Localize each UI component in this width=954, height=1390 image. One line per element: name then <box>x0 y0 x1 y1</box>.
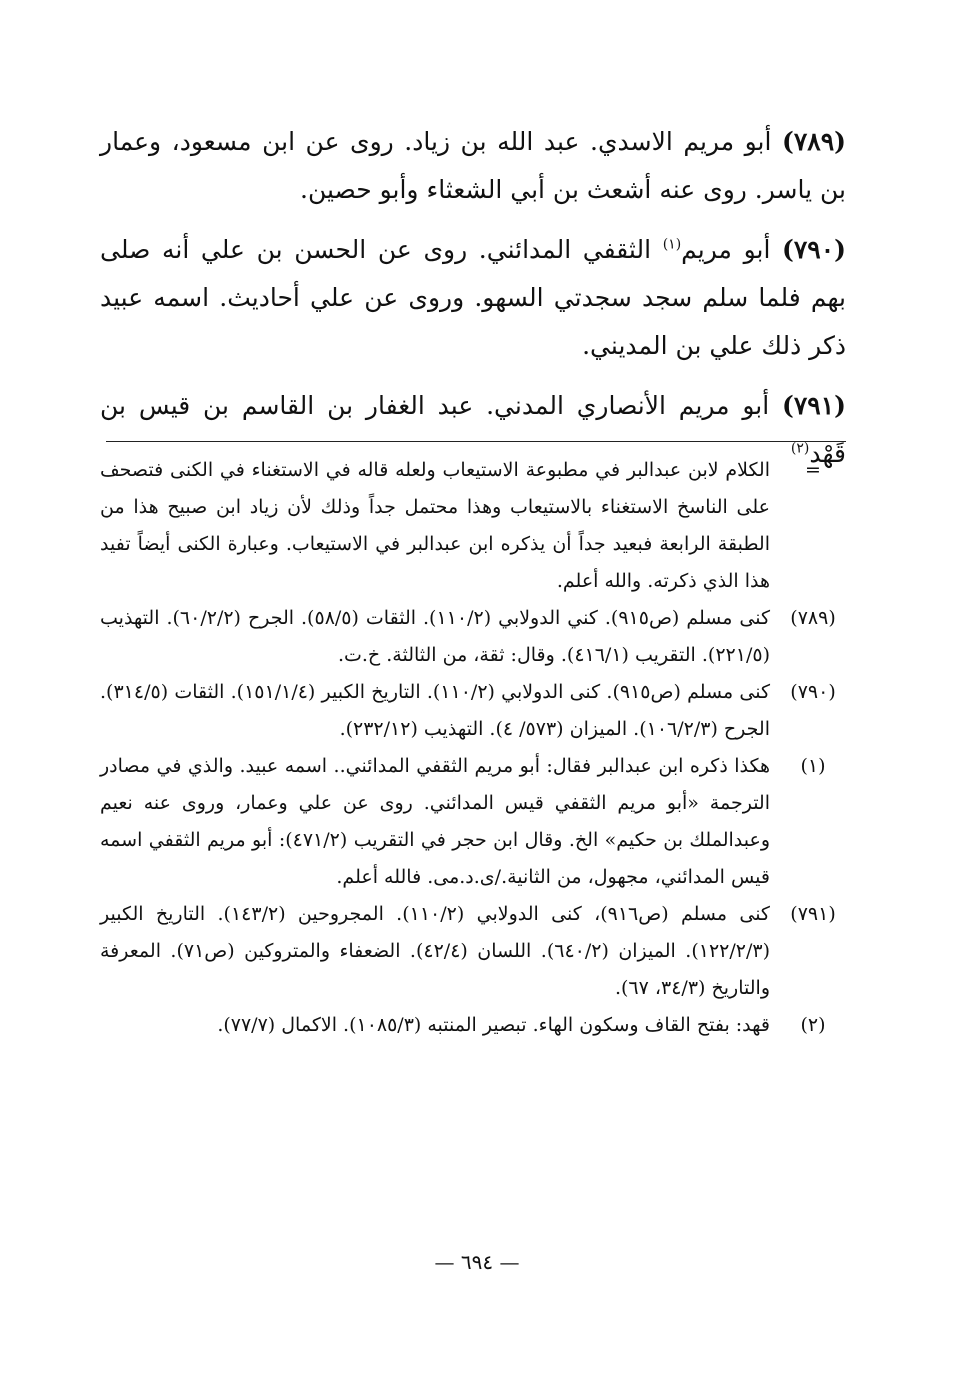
footnote-790 <box>100 674 846 748</box>
footnote-text: كنى مسلم (ص٩١٥). كني الدولابي (١١٠/٢). الثقات (٥٨/٥). الجرح (٦٠/٢/٢). التهذيب (٢٢١/٥). التقريب (٤١٦/١). وقال: ثقة، من الثالثة. خ.ت. <box>100 607 770 666</box>
footnote-text: الكلام لابن عبدالبر في مطبوعة الاستيعاب ولعله قاله في الاستغناء في الكنى فتصحف على الناسخ الاستغناء بالاستيعاب وهذا محتمل جداً وذلك لأن زياد ابن صبيح هذا من الطبقة الرابعة فبعيد جداً أن يذكره ابن عبدالبر في الاستيعاب. وعبارة الكنى أيضاً تفيد هذا الذي ذكرته. والله أعلم. <box>100 459 770 592</box>
footnote-789 <box>100 600 846 674</box>
footnote-label: (١) <box>800 755 826 777</box>
footnote-text: هكذا ذكره ابن عبدالبر فقال: أبو مريم الثقفي المدائني.. اسمه عبيد. والذي في مصادر الترجمة «أبو مريم الثقفي قيس المدائني. روى عن علي وعمار، وروى عنه نعيم وعبدالملك بن حكيم» الخ. وقال ابن حجر في التقريب (٤٧١/٢): أبو مريم الثقفي اسمه قيس المدائني، مجهول، من الثانية./ى.د.مى. فالله أعلم. <box>100 755 770 888</box>
footnote-2 <box>100 1007 846 1044</box>
footnote-1 <box>100 748 846 896</box>
footnote-ref: (١) <box>662 236 682 253</box>
entry-text: أبو مريم الاسدي. عبد الله بن زياد. روى عن ابن مسعود، وعمار بن ياسر. روى عنه أشعث بن أبي الشعثاء وأبو حصين. <box>100 127 846 204</box>
footnote-text: كنى مسلم (ص٩١٦)، كنى الدولابي (١١٠/٢). المجروحين (١٤٣/٢). التاريخ الكبير (١٢٢/٢/٣). الميزان (٦٤٠/٢). اللسان (٤٢/٤). الضعفاء والمتروكين (ص٧١). المعرفة والتاريخ (٣٤/٣، ٦٧). <box>100 903 770 999</box>
footnote-divider <box>106 441 846 442</box>
entry-text: الثقفي المدائني. روى عن الحسن بن علي أنه صلى بهم فلما سلم سجد سجدتي السهو. وروى عن علي أحاديث. اسمه عبيد ذكر ذلك علي بن المديني. <box>100 235 846 360</box>
entry-790 <box>100 226 846 370</box>
footnote-continuation <box>100 452 846 600</box>
main-text <box>100 118 846 490</box>
footnote-text: كنى مسلم (ص٩١٥). كنى الدولابي (١١٠/٢). التاريخ الكبير (١٥١/١/٤). الثقات (٣١٤/٥). الجرح (١٠٦/٢/٣). الميزان (٥٧٣/ ٤). التهذيب (٢٣٢/١٢). <box>100 681 771 740</box>
footnote-label: (٧٨٩) <box>790 607 836 629</box>
footnote-label: (٧٩٠) <box>790 681 836 703</box>
entry-789 <box>100 118 846 214</box>
entry-number: (٧٩٠) <box>782 235 847 264</box>
page-number: — ٦٩٤ — <box>434 1250 520 1274</box>
footnote-ref: (٢) <box>790 440 810 457</box>
entry-number: (٧٨٩) <box>782 127 846 156</box>
footnote-label: = <box>805 459 821 481</box>
entry-name: أبو مريم <box>681 235 771 264</box>
footnote-label: (٢) <box>800 1014 826 1036</box>
footnote-label: (٧٩١) <box>790 903 836 925</box>
footnote-791 <box>100 896 846 1007</box>
footnotes <box>100 452 846 1044</box>
entry-number: (٧٩١) <box>782 391 847 420</box>
footnote-text: قهد: بفتح القاف وسكون الهاء. تبصير المنتبه (١٠٨٥/٣). الاكمال (٧٧/٧). <box>217 1014 770 1036</box>
entry-text: أبو مريم الأنصاري المدني. عبد الغفار بن القاسم بن قيس بن قَهْد <box>100 391 846 468</box>
